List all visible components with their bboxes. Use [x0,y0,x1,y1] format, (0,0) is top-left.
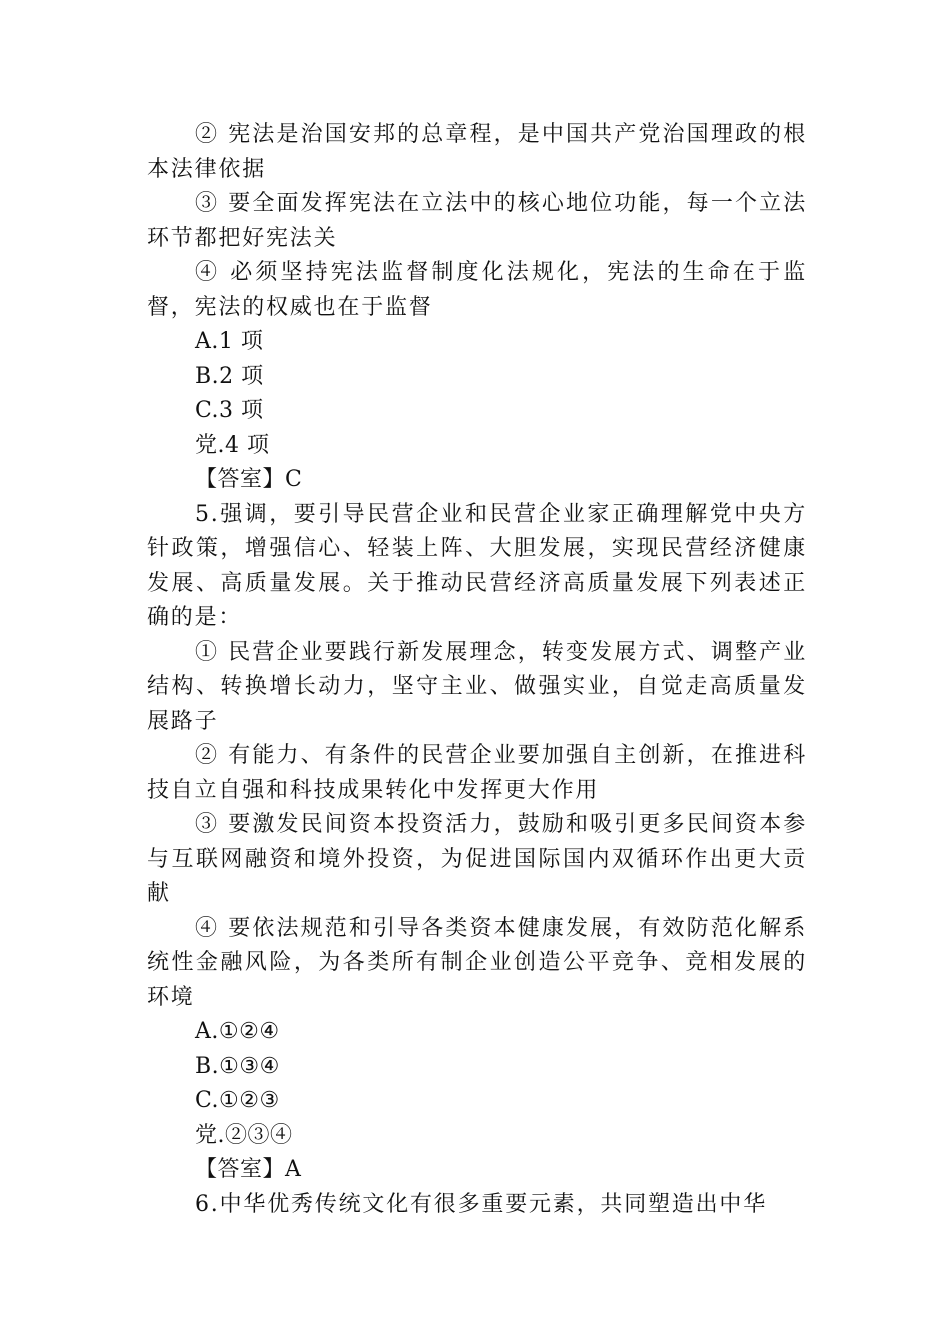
q5-choice-c: C.①②③ [195,1088,280,1113]
q5-statement-3: ③ 要激发民间资本投资活力，鼓励和吸引更多民间资本参与互联网融资和境外投资，为促进国际国内双循环作出更大贡献 [147,812,807,906]
answer-line: 【答室】C [195,467,303,492]
option-statement-2: ② 宪法是治国安邦的总章程，是中国共产党治国理政的根本法律依据 [147,122,807,182]
choice-c: C.3 项 [195,398,264,423]
choice-d: 党.4 项 [195,432,270,458]
option-statement-4: ④ 必须坚持宪法监督制度化法规化，宪法的生命在于监督，宪法的权威也在于监督 [147,260,807,320]
q5-statement-1: ① 民营企业要践行新发展理念，转变发展方式、调整产业结构、转换增长动力，坚守主业、做强实业，自觉走高质量发展路子 [147,639,807,734]
question-6-stem: 6.中华优秀传统文化有很多重要元素，共同塑造出中华 [195,1191,767,1217]
q5-choice-d: 党.②③④ [195,1122,293,1148]
question-5-stem: 5.强调，要引导民营企业和民营企业家正确理解党中央方针政策，增强信心、轻装上阵、大胆发展，实现民营经济健康发展、高质量发展。关于推动民营经济高质量发展下列表述正确的是： [147,501,807,630]
q5-statement-2: ② 有能力、有条件的民营企业要加强自主创新，在推进科技自立自强和科技成果转化中发挥更大作用 [147,743,807,803]
q5-statement-4: ④ 要依法规范和引导各类资本健康发展，有效防范化解系统性金融风险，为各类所有制企业创造公平竞争、竞相发展的环境 [147,915,807,1010]
document-page [147,118,807,1222]
q5-choice-b: B.①③④ [195,1053,280,1079]
q5-answer-line: 【答室】A [195,1157,302,1182]
option-statement-3: ③ 要全面发挥宪法在立法中的核心地位功能，每一个立法环节都把好宪法关 [147,191,807,251]
choice-b: B.2 项 [195,363,264,389]
q5-choice-a: A.①②④ [195,1019,280,1044]
choice-a: A.1 项 [195,329,264,354]
